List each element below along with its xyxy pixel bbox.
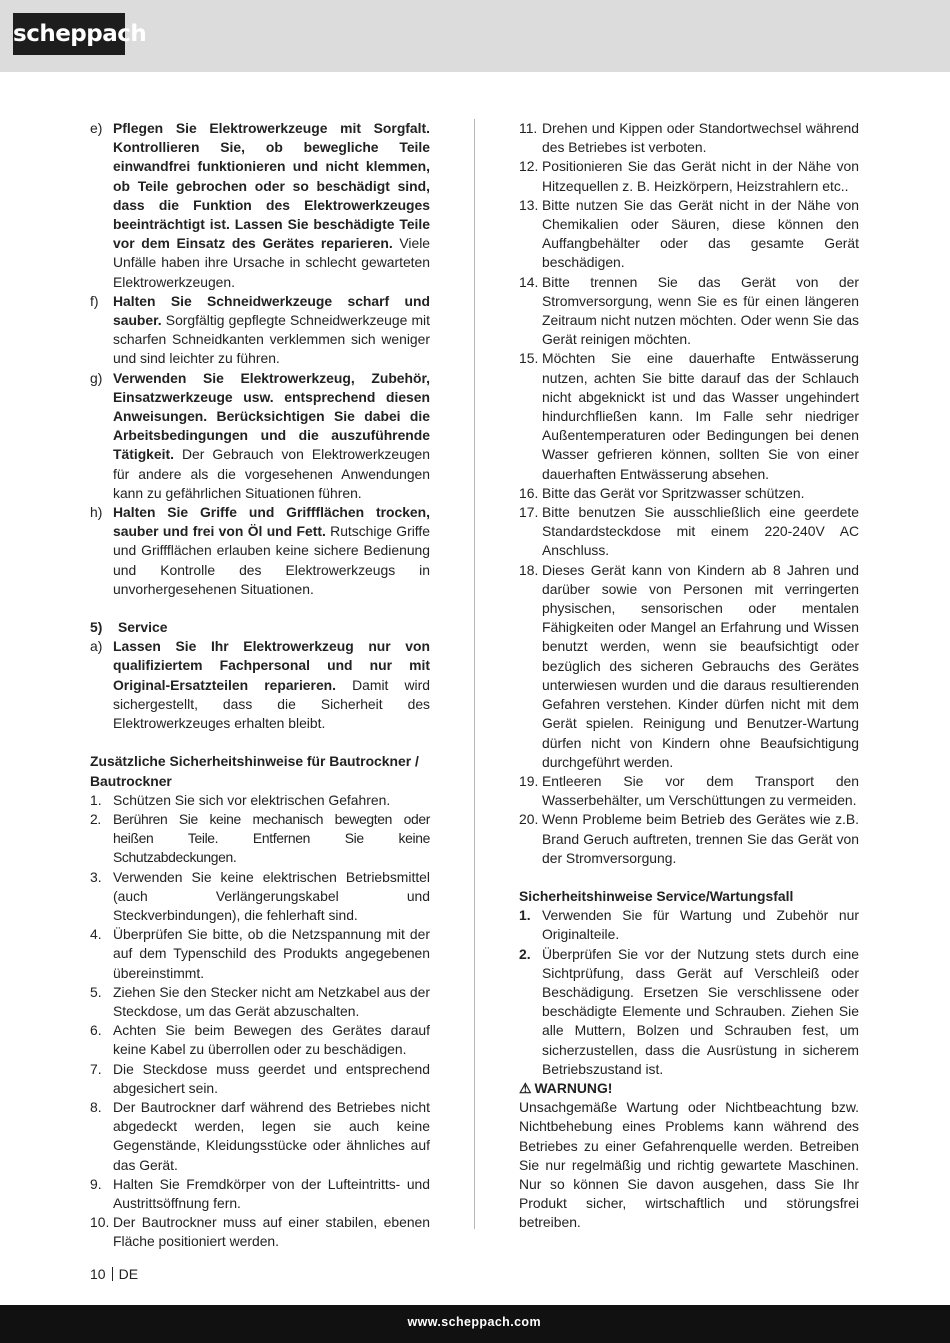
page-number-separator xyxy=(112,1267,113,1281)
brand-logo: scheppach xyxy=(13,13,125,55)
list-item: g) Verwenden Sie Elektrowerkzeug, Zubehör, Einsatzwerkzeuge usw. entsprechend diesen Anweisungen. Berücksichtigen Sie dabei die Arbeitsbedingungen und die auszuführende Tätigkeit. Der Gebrauch von Elektrowerkzeugen für andere als die vorgesehenen Anwendungen kann zu gefährlichen Situationen führen. xyxy=(90,369,430,501)
left-column xyxy=(90,119,430,1252)
footer-url-link[interactable]: www.scheppach.com xyxy=(407,1315,541,1329)
page-footer xyxy=(0,1305,950,1343)
page-header xyxy=(0,0,950,72)
list-item: 19. Entleeren Sie vor dem Transport den Wasserbehälter, um Verschüttungen zu vermeiden. xyxy=(519,772,859,809)
column-divider xyxy=(474,119,475,1229)
list-item: 2. Berühren Sie keine mechanisch bewegten oder heißen Teile. Entfernen Sie keine Schutzabdeckungen. xyxy=(90,810,430,866)
list-item: 18. Dieses Gerät kann von Kindern ab 8 Jahren und darüber sowie von Personen mit verringerten physischen, sensorischen oder mentalen Fähigkeiten oder Mangel an Erfahrung und Wissen benutzt werden, wenn sie beaufsichtigt oder bezüglich des sicheren Gebrauchs des Gerätes unterwiesen wurden und die daraus resultierenden Gefahren verstehen. Kinder dürfen nicht mit dem Gerät spielen. Reinigung und Benutzer-Wartung dürfen nicht von Kindern ohne Beaufsichtigung durchgeführt werden. xyxy=(519,561,859,770)
section-heading-additional: Zusätzliche Sicherheitshinweise für Bautrockner / Bautrockner xyxy=(90,753,419,789)
list-item: 13. Bitte nutzen Sie das Gerät nicht in der Nähe von Chemikalien oder Säuren, diese können den Auffangbehälter oder das gesamte Gerät beschädigen. xyxy=(519,196,859,271)
list-item: 6. Achten Sie beim Bewegen des Gerätes darauf keine Kabel zu überrollen oder zu beschädigen. xyxy=(90,1022,430,1058)
list-item: 5. Ziehen Sie den Stecker nicht am Netzkabel aus der Steckdose, um das Gerät abzuschalten. xyxy=(90,983,430,1019)
list-item: 4. Überprüfen Sie bitte, ob die Netzspannung mit der auf dem Typenschild des Produkts angegebenen übereinstimmt. xyxy=(90,926,430,981)
section-heading-service: 5) Service xyxy=(90,619,168,636)
section-heading-service-maintenance: Sicherheitshinweise Service/Wartungsfall xyxy=(519,887,794,904)
list-item: 12. Positionieren Sie das Gerät nicht in der Nähe von Hitzequellen z. B. Heizkörpern, Heizstrahlern etc.. xyxy=(519,158,859,194)
list-item: 17. Bitte benutzen Sie ausschließlich eine geerdete Standardsteckdose mit einem 220-240V AC Anschluss. xyxy=(519,504,859,559)
list-item: 10. Der Bautrockner muss auf einer stabilen, ebenen Fläche positioniert werden. xyxy=(90,1214,430,1250)
list-item: a) Lassen Sie Ihr Elektrowerkzeug nur von qualifiziertem Fachpersonal und nur mit Original-Ersatzteilen reparieren. Damit wird sichergestellt, dass die Sicherheit des Elektrowerkzeuges erhalten bleibt. xyxy=(90,638,430,732)
list-item: 20. Wenn Probleme beim Betrieb des Gerätes wie z.B. Brand Geruch auftreten, trennen Sie das Gerät von der Stromversorgung. xyxy=(519,811,859,866)
warning-title: WARNUNG! xyxy=(534,1079,613,1096)
list-item: 2. Überprüfen Sie vor der Nutzung stets durch eine Sichtprüfung, dass Gerät auf Verschleiß oder Beschädigung. Ersetzen Sie verschlissene oder beschädigte Elemente und Schrauben. Ziehen Sie alle Muttern, Bolzen und Schrauben fest, um sicherzustellen, dass die Ausrüstung in sicherem Betriebszustand ist. xyxy=(519,945,859,1077)
warning-heading xyxy=(519,1079,859,1098)
right-column xyxy=(519,119,859,1233)
warning-text: Unsachgemäße Wartung oder Nichtbeachtung bzw. Nichtbehebung eines Problems kann während des Betriebes zu einer Gefahrenquelle werden. Betreiben Sie nur regelmäßig und richtig gewartete Maschinen. Nur so können Sie davon ausgehen, dass Sie Ihr Produkt sicher, wirtschaftlich und störungsfrei betreiben. xyxy=(519,1099,859,1231)
list-item: 8. Der Bautrockner darf während des Betriebes nicht abgedeckt werden, legen sie auch keine Gegenstände, Kleidungsstücke oder ähnliches auf das Gerät. xyxy=(90,1098,430,1173)
list-item: 9. Halten Sie Fremdkörper von der Lufteintritts- und Austrittsöffnung fern. xyxy=(90,1175,430,1211)
list-item: f) Halten Sie Schneidwerkzeuge scharf und sauber. Sorgfältig gepflegte Schneidwerkzeuge mit scharfen Schneidkanten verklemmen sich weniger und sind leichter zu führen. xyxy=(90,292,430,367)
list-item: 16. Bitte das Gerät vor Spritzwasser schützen. xyxy=(519,484,805,501)
list-item: 3. Verwenden Sie keine elektrischen Betriebsmittel (auch Verlängerungskabel und Steckverbindungen), die fehlerhaft sind. xyxy=(90,868,430,923)
list-item: 1. Schützen Sie sich vor elektrischen Gefahren. xyxy=(90,791,391,808)
list-item: 7. Die Steckdose muss geerdet und entsprechend abgesichert sein. xyxy=(90,1060,430,1096)
list-item: 11. Drehen und Kippen oder Standortwechsel während des Betriebes ist verboten. xyxy=(519,120,859,156)
list-item: e) Pflegen Sie Elektrowerkzeuge mit Sorgfalt. Kontrollieren Sie, ob bewegliche Teile einwandfrei funktionieren und nicht klemmen, ob Teile gebrochen oder so beschädigt sind, dass die Funktion des Elektrowerkzeuges beeinträchtigt ist. Lassen Sie beschädigte Teile vor dem Einsatz des Gerätes reparieren. Viele Unfälle haben ihre Ursache in schlecht gewarteten Elektrowerkzeugen. xyxy=(90,120,431,290)
list-item: 15. Möchten Sie eine dauerhafte Entwässerung nutzen, achten Sie bitte darauf das der Schlauch nicht abgeknickt ist und das Wasser ungehindert hindurchfließen kann. Im Falle sehr niedriger Außentemperaturen oder Bedingungen bei denen Wasser gefrieren können, sollten Sie von einer dauerhaften Entwässerung absehen. xyxy=(519,350,859,482)
warning-triangle-icon: ⚠ xyxy=(519,1079,532,1096)
list-item: 1. Verwenden Sie für Wartung und Zubehör nur Originalteile. xyxy=(519,907,859,943)
list-item: h) Halten Sie Griffe und Griffflächen trocken, sauber und frei von Öl und Fett. Rutschige Griffe und Griffflächen erlauben keine sichere Bedienung und Kontrolle des Elektrowerkzeugs in unvorhergesehenen Situationen. xyxy=(90,504,430,597)
list-item: 14. Bitte trennen Sie das Gerät von der Stromversorgung, wenn Sie es für einen längeren Zeitraum nicht nutzen möchten. Oder wenn Sie das Gerät reinigen möchten. xyxy=(519,273,859,348)
page-number: 10 DE xyxy=(90,1266,139,1282)
